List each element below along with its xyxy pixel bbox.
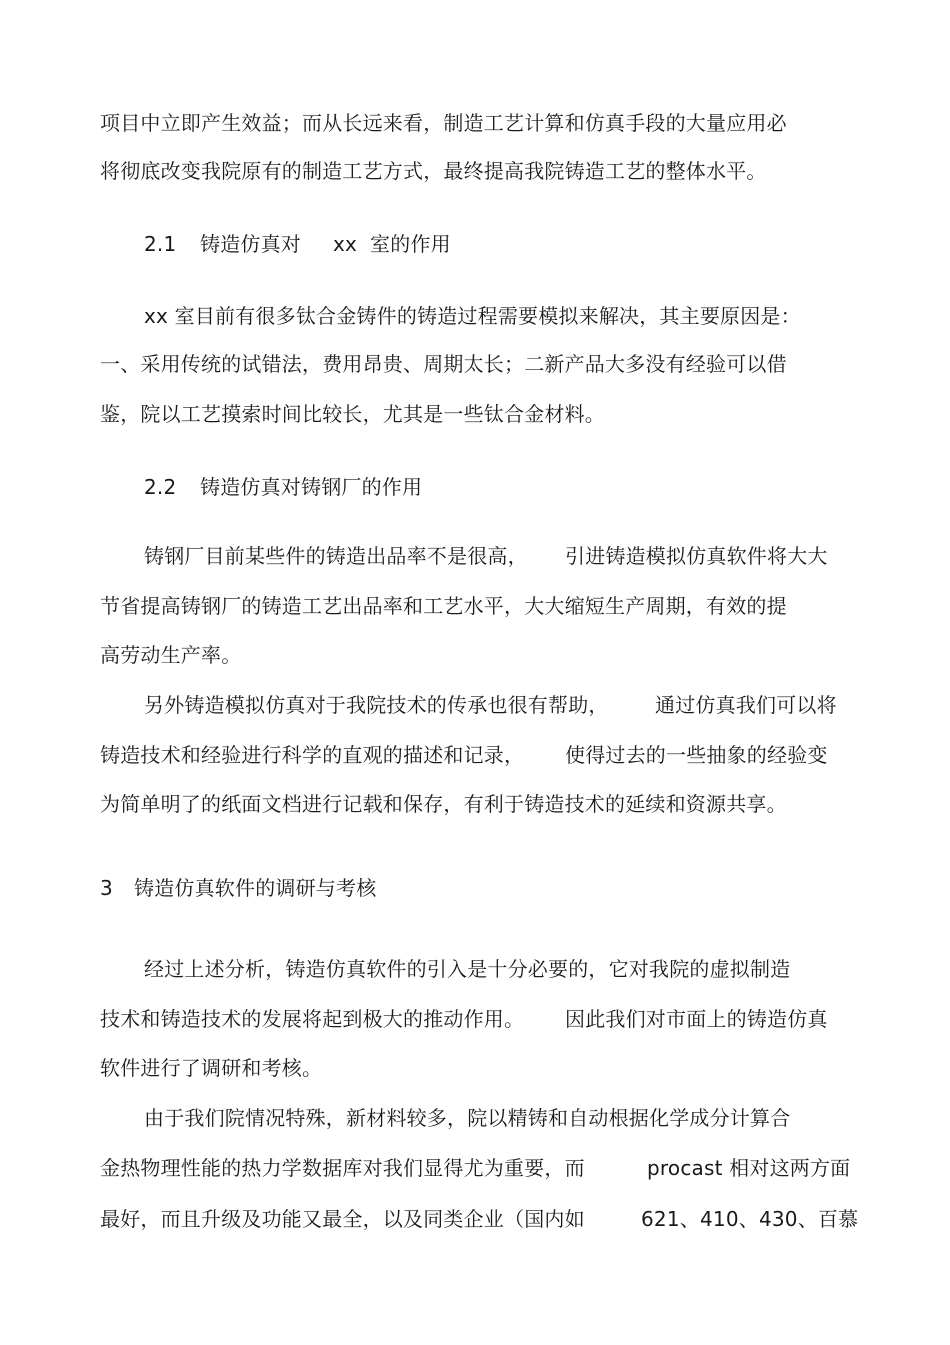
paragraph-2-line-1: xx 室目前有很多钛合金铸件的铸造过程需要模拟来解决，其主要原因是： — [144, 304, 801, 328]
paragraph-6-line-2-part-1: 金热物理性能的热力学数据库对我们显得尤为重要，而 — [100, 1156, 585, 1180]
paragraph-6-line-3-part-1: 最好，而且升级及功能又最全，以及同类企业（国内如 — [100, 1207, 585, 1231]
heading-2-2-title: 铸造仿真对铸钢厂的作用 — [200, 475, 423, 499]
paragraph-6-line-3-part-2: 621、410、430、百慕 — [641, 1207, 859, 1231]
paragraph-5-line-2-part-2: 因此我们对市面上的铸造仿真 — [565, 1007, 828, 1031]
heading-3-number: 3 — [100, 876, 113, 900]
paragraph-3-line-3: 高劳动生产率。 — [100, 643, 242, 667]
paragraph-4-line-2-part-1: 铸造技术和经验进行科学的直观的描述和记录， — [100, 743, 525, 767]
heading-2-1-title-part-3: 室的作用 — [370, 232, 451, 256]
paragraph-3-line-1-part-1: 铸钢厂目前某些件的铸造出品率不是很高， — [144, 544, 528, 568]
paragraph-1-line-2: 将彻底改变我院原有的制造工艺方式，最终提高我院铸造工艺的整体水平。 — [100, 159, 767, 183]
heading-2-1-title-part-1: 铸造仿真对 — [200, 232, 301, 256]
paragraph-4-line-1-part-2: 通过仿真我们可以将 — [655, 693, 837, 717]
paragraph-1-line-1: 项目中立即产生效益；而从长远来看，制造工艺计算和仿真手段的大量应用必 — [100, 111, 787, 135]
paragraph-4-line-3: 为简单明了的纸面文档进行记载和保存，有利于铸造技术的延续和资源共享。 — [100, 792, 787, 816]
paragraph-6-line-2-part-2: procast 相对这两方面 — [647, 1156, 851, 1180]
heading-2-1-number: 2.1 — [144, 232, 177, 256]
paragraph-5-line-3: 软件进行了调研和考核。 — [100, 1056, 323, 1080]
paragraph-6-line-1: 由于我们院情况特殊，新材料较多，院以精铸和自动根据化学成分计算合 — [144, 1106, 791, 1130]
paragraph-2-line-2: 一、采用传统的试错法，费用昂贵、周期太长；二新产品大多没有经验可以借 — [100, 352, 787, 376]
heading-2-1-title-part-2: xx — [333, 232, 358, 256]
paragraph-4-line-1-part-1: 另外铸造模拟仿真对于我院技术的传承也很有帮助， — [144, 693, 609, 717]
heading-3-title: 铸造仿真软件的调研与考核 — [134, 876, 377, 900]
paragraph-3-line-1-part-2: 引进铸造模拟仿真软件将大大 — [565, 544, 828, 568]
heading-2-2-number: 2.2 — [144, 475, 177, 499]
paragraph-5-line-2-part-1: 技术和铸造技术的发展将起到极大的推动作用。 — [100, 1007, 525, 1031]
paragraph-3-line-2: 节省提高铸钢厂的铸造工艺出品率和工艺水平，大大缩短生产周期，有效的提 — [100, 594, 787, 618]
paragraph-4-line-2-part-2: 使得过去的一些抽象的经验变 — [565, 743, 828, 767]
paragraph-5-line-1: 经过上述分析，铸造仿真软件的引入是十分必要的，它对我院的虚拟制造 — [144, 957, 791, 981]
paragraph-2-line-3: 鉴，院以工艺摸索时间比较长，尤其是一些钛合金材料。 — [100, 402, 605, 426]
